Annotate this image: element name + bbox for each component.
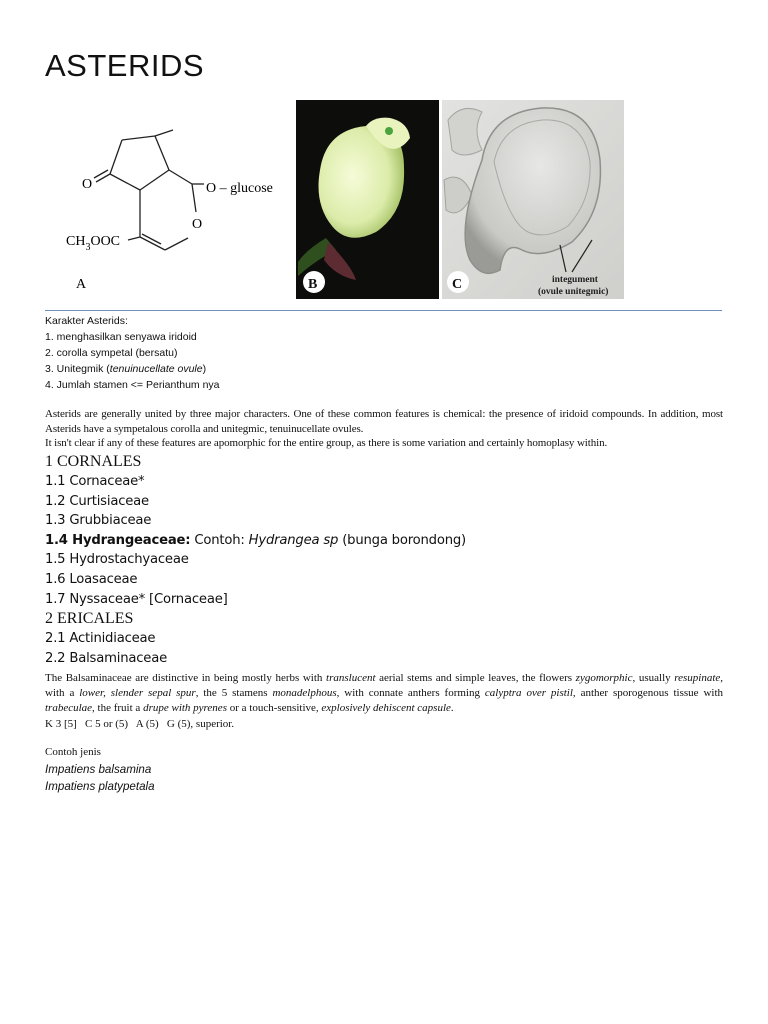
panel-label-a: A bbox=[76, 277, 87, 292]
order-heading-ericales: 2 ERICALES bbox=[45, 610, 134, 628]
characters-heading: Karakter Asterids: bbox=[45, 315, 128, 327]
page-title: ASTERIDS bbox=[45, 48, 205, 83]
character-item-4: 4. Jumlah stamen <= Perianthum nya bbox=[45, 379, 220, 391]
section-divider bbox=[45, 310, 722, 311]
family-loasaceae: 1.6 Loasaceae bbox=[45, 571, 138, 587]
example-species-2: Impatiens platypetala bbox=[45, 780, 155, 793]
floral-formula: K 3 [5] C 5 or (5) A (5) G (5), superior. bbox=[45, 717, 235, 730]
examples-block bbox=[45, 745, 155, 795]
order-heading-cornales: 1 CORNALES bbox=[45, 453, 142, 470]
family-curtisiaceae: 1.2 Curtisiaceae bbox=[45, 493, 149, 509]
panel-label-b: B bbox=[308, 277, 318, 292]
iridoid-structure-diagram bbox=[60, 112, 290, 302]
ovule-unitegmic-caption: (ovule unitegmic) bbox=[538, 287, 609, 297]
intro-paragraph-1: Asterids are generally united by three major characters. One of these common features is chemical: the presence of iridoid compounds. In addition, most Asterids have a sympetalous corolla and unitegmic, tenuinucellate ovules. bbox=[45, 408, 723, 435]
family-cornaceae: 1.1 Cornaceae* bbox=[45, 474, 145, 489]
carbonyl-oxygen-label: O bbox=[82, 177, 93, 192]
family-nyssaceae: 1.7 Nyssaceae* [Cornaceae] bbox=[45, 591, 228, 607]
glucose-label: O – glucose bbox=[206, 181, 273, 196]
family-hydrostachyaceae: 1.5 Hydrostachyaceae bbox=[45, 552, 189, 568]
integument-caption: integument bbox=[552, 275, 598, 285]
character-item-3: 3. Unitegmik (tenuinucellate ovule) bbox=[45, 363, 207, 375]
asterid-characters-list bbox=[45, 313, 220, 393]
ring-oxygen-label: O bbox=[192, 217, 203, 232]
family-balsaminaceae: 2.2 Balsaminaceae bbox=[45, 650, 168, 666]
character-item-1: 1. menghasilkan senyawa iridoid bbox=[45, 331, 197, 343]
ovule-micrograph bbox=[442, 100, 624, 299]
panel-label-c: C bbox=[452, 277, 463, 292]
family-grubbiaceae: 1.3 Grubbiaceae bbox=[45, 513, 152, 529]
intro-paragraph-2: It isn't clear if any of these features are apomorphic for the entire group, as there is some variation and certainly homoplasy within. bbox=[45, 437, 608, 449]
balsaminaceae-description bbox=[45, 671, 723, 732]
character-item-2: 2. corolla sympetal (bersatu) bbox=[45, 347, 178, 359]
order-outline bbox=[45, 452, 735, 668]
intro-text bbox=[45, 407, 723, 451]
flower-photo bbox=[296, 100, 439, 299]
family-actinidiaceae: 2.1 Actinidiaceae bbox=[45, 631, 156, 647]
ester-group-label: $CH_3OOC$ bbox=[66, 234, 121, 253]
balsaminaceae-paragraph: The Balsaminaceae are distinctive in being mostly herbs with translucent aerial stems and simple leaves, the flowers zygomorphic, usually resupinate, with a lower, slender sepal spur, the 5 stamens monadelphous, with connate anthers forming calyptra over pistil, anther sporogenous tissue with trabeculae, the fruit a drupe with pyrenes or a touch-sensitive, explosively dehiscent capsule. bbox=[45, 672, 724, 715]
family-hydrangeaceae: 1.4 Hydrangeaceae: Contoh: Hydrangea sp (bunga borondong) bbox=[45, 532, 466, 548]
example-species-1: Impatiens balsamina bbox=[45, 763, 152, 776]
examples-heading: Contoh jenis bbox=[45, 746, 101, 758]
